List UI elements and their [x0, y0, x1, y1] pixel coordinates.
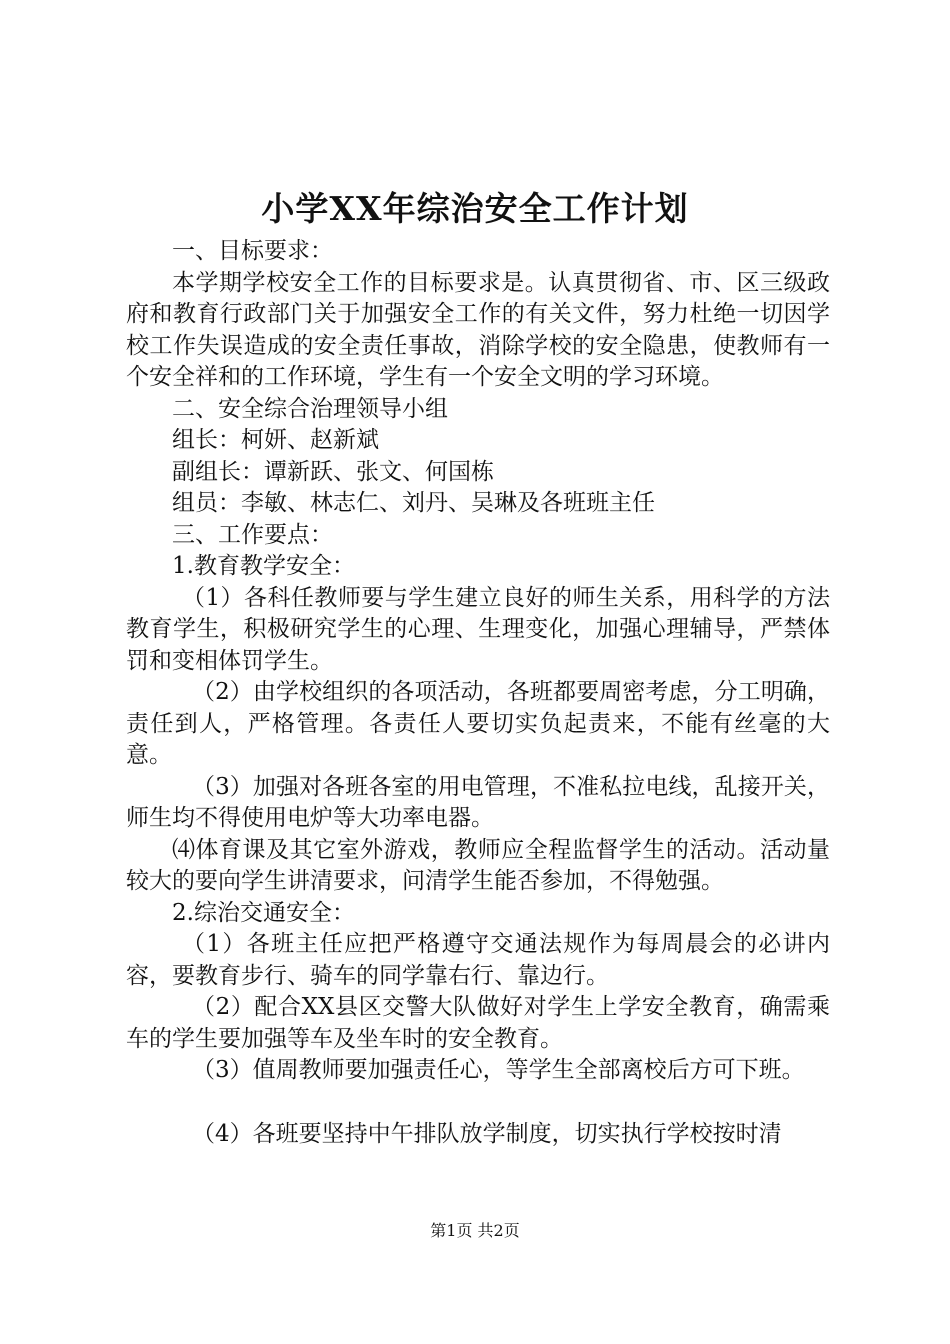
paragraph: 副组长：谭新跃、张文、何国栋 — [172, 458, 494, 485]
paragraph: （4）各班要坚持中午排队放学制度，切实执行学校按时清 — [192, 1120, 782, 1147]
subsection-heading: 1.教育教学安全： — [172, 553, 355, 579]
document-body — [126, 236, 830, 1150]
page-footer: 第1页 共2页 — [430, 1221, 520, 1240]
paragraph: （2）由学校组织的各项活动，各班都要周密考虑，分工明确，责任到人，严格管理。各责任人要切实负起责来，不能有丝毫的大意。 — [126, 679, 830, 768]
paragraph: ⑷体育课及其它室外游戏，教师应全程监督学生的活动。活动量较大的要向学生讲清要求，问清学生能否参加，不得勉强。 — [126, 836, 830, 894]
section-heading: 三、工作要点： — [172, 521, 333, 548]
paragraph: （3）加强对各班各室的用电管理，不准私拉电线，乱接开关，师生均不得使用电炉等大功率电器。 — [126, 773, 830, 831]
paragraph: 组员：李敏、林志仁、刘丹、吴琳及各班班主任 — [172, 490, 655, 516]
paragraph: 组长：柯妍、赵新斌 — [172, 427, 379, 453]
paragraph: （3）值周教师要加强责任心，等学生全部离校后方可下班。 — [192, 1057, 805, 1083]
section-heading: 一、目标要求： — [172, 238, 333, 264]
subsection-heading: 2.综治交通安全： — [172, 899, 355, 926]
paragraph: （1）各班主任应把严格遵守交通法规作为每周晨会的必讲内容，要教育步行、骑车的同学靠右行、靠边行。 — [126, 931, 830, 989]
section-heading: 二、安全综合治理领导小组 — [172, 395, 448, 422]
paragraph: （1）各科任教师要与学生建立良好的师生关系，用科学的方法教育学生，积极研究学生的心理、生理变化，加强心理辅导，严禁体罚和变相体罚学生。 — [126, 584, 830, 674]
blank-line — [126, 1087, 830, 1119]
paragraph: 本学期学校安全工作的目标要求是。认真贯彻省、市、区三级政府和教育行政部门关于加强安全工作的有关文件，努力杜绝一切因学校工作失误造成的安全责任事故，消除学校的安全隐患，使教师有一个安全祥和的工作环境，学生有一个安全文明的学习环境。 — [126, 269, 830, 390]
document-title: 小学XX年综治安全工作计划 — [261, 189, 689, 228]
paragraph: （2）配合XX县区交警大队做好对学生上学安全教育，确需乘车的学生要加强等车及坐车时的安全教育。 — [126, 994, 830, 1052]
